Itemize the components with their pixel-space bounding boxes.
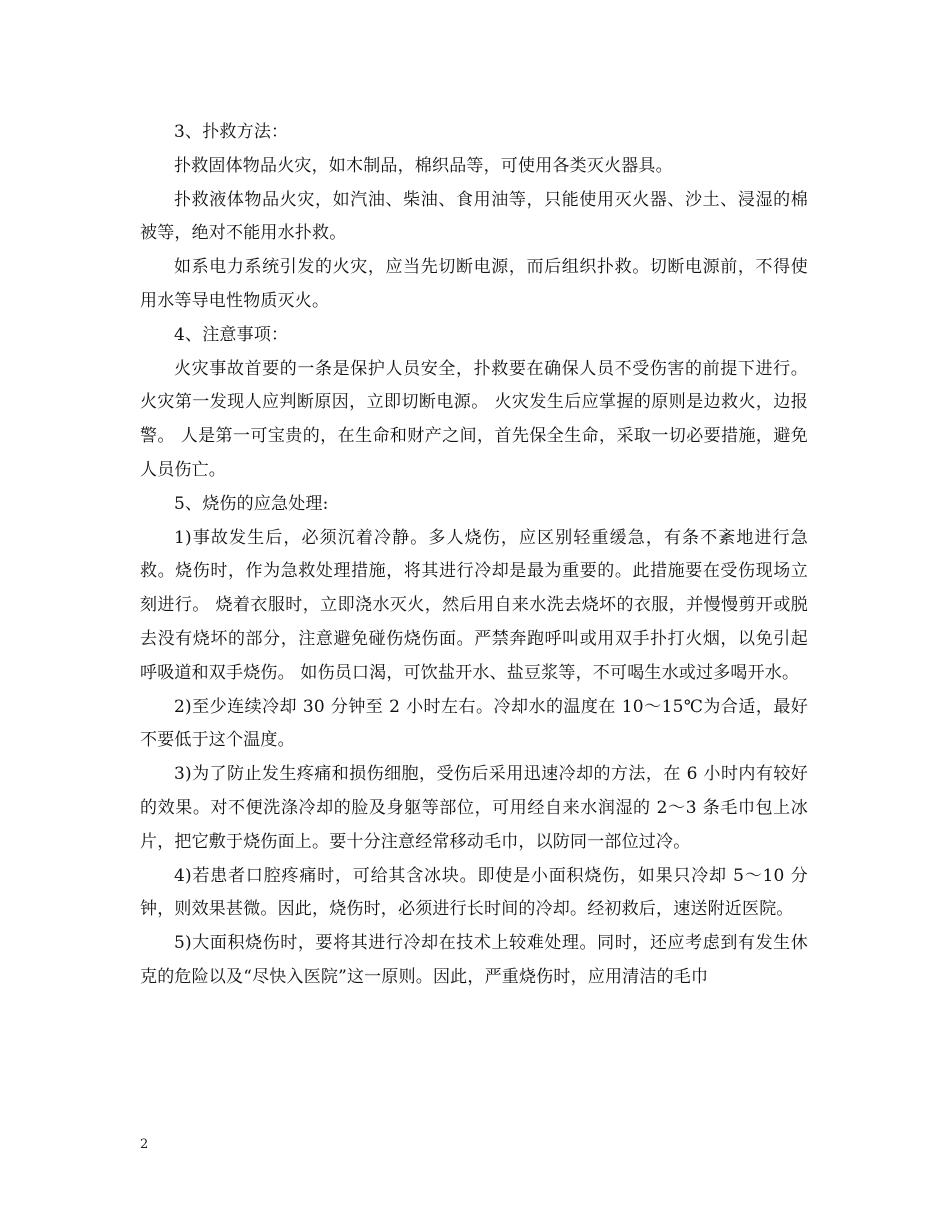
section-heading-rescue-methods: 3、扑救方法： xyxy=(174,122,289,142)
paragraph-personnel-safety: 火灾事故首要的一条是保护人员安全，扑救要在确保人员不受伤害的前提下进行。 火灾第一发现人应判断原因，立即切断电源。 火灾发生后应掌握的原则是边救火，边报警。 人是第一可宝贵的，在生命和财产之间，首先保全生命，采取一切必要措施，避免人员伤亡。 xyxy=(140,358,808,480)
paragraph-liquid-fire: 扑救液体物品火灾，如汽油、柴油、食用油等，只能使用灭火器、沙土、浸湿的棉被等，绝对不能用水扑救。 xyxy=(140,189,808,244)
paragraph-electrical-fire: 如系电力系统引发的火灾，应当先切断电源，而后组织扑救。切断电源前，不得使用水等导电性物质灭火。 xyxy=(140,257,808,311)
paragraph-burn-step-3: 3)为了防止发生疼痛和损伤细胞，受伤后采用迅速冷却的方法，在 6 小时内有较好的效果。对不便洗涤冷却的脸及身躯等部位，可用经自来水润湿的 2～3 条毛巾包上冰片，把它敷于烧伤面上。要十分注意经常移动毛巾，以防同一部位过冷。 xyxy=(140,764,808,852)
section-heading-burn-emergency: 5、烧伤的应急处理: xyxy=(174,493,329,514)
paragraph-burn-step-5: 5)大面积烧伤时，要将其进行冷却在技术上较难处理。同时，还应考虑到有发生休克的危险以及“尽快入医院”这一原则。因此，严重烧伤时，应用清洁的毛巾 xyxy=(140,933,808,987)
paragraph-solid-fire: 扑救固体物品火灾，如木制品，棉织品等，可使用各类灭火器具。 xyxy=(174,155,673,176)
paragraph-burn-step-1: 1)事故发生后，必须沉着冷静。多人烧伤，应区别轻重缓急，有条不紊地进行急救。烧伤时，作为急救处理措施，将其进行冷却是最为重要的。此措施要在受伤现场立刻进行。 烧着衣服时，立即浇水灭火，然后用自来水洗去烧坏的衣服，并慢慢剪开或脱去没有烧坏的部分，注意避免碰伤烧伤面。严禁奔跑呼叫或用双手扑打火烟，以免引起呼吸道和双手烧伤。 如伤员口渴，可饮盐开水、盐豆浆等，不可喝生水或过多喝开水。 xyxy=(140,527,808,683)
paragraph-burn-step-2: 2)至少连续冷却 30 分钟至 2 小时左右。冷却水的温度在 10～15℃为合适，最好不要低于这个温度。 xyxy=(140,696,808,751)
section-heading-precautions: 4、注意事项： xyxy=(174,324,289,345)
page-number: 2 xyxy=(140,1137,149,1152)
paragraph-burn-step-4: 4)若患者口腔疼痛时，可给其含冰块。即使是小面积烧伤，如果只冷却 5～10 分钟，则效果甚微。因此，烧伤时，必须进行长时间的冷却。经初救后，速送附近医院。 xyxy=(140,865,808,920)
document-body xyxy=(140,116,808,995)
